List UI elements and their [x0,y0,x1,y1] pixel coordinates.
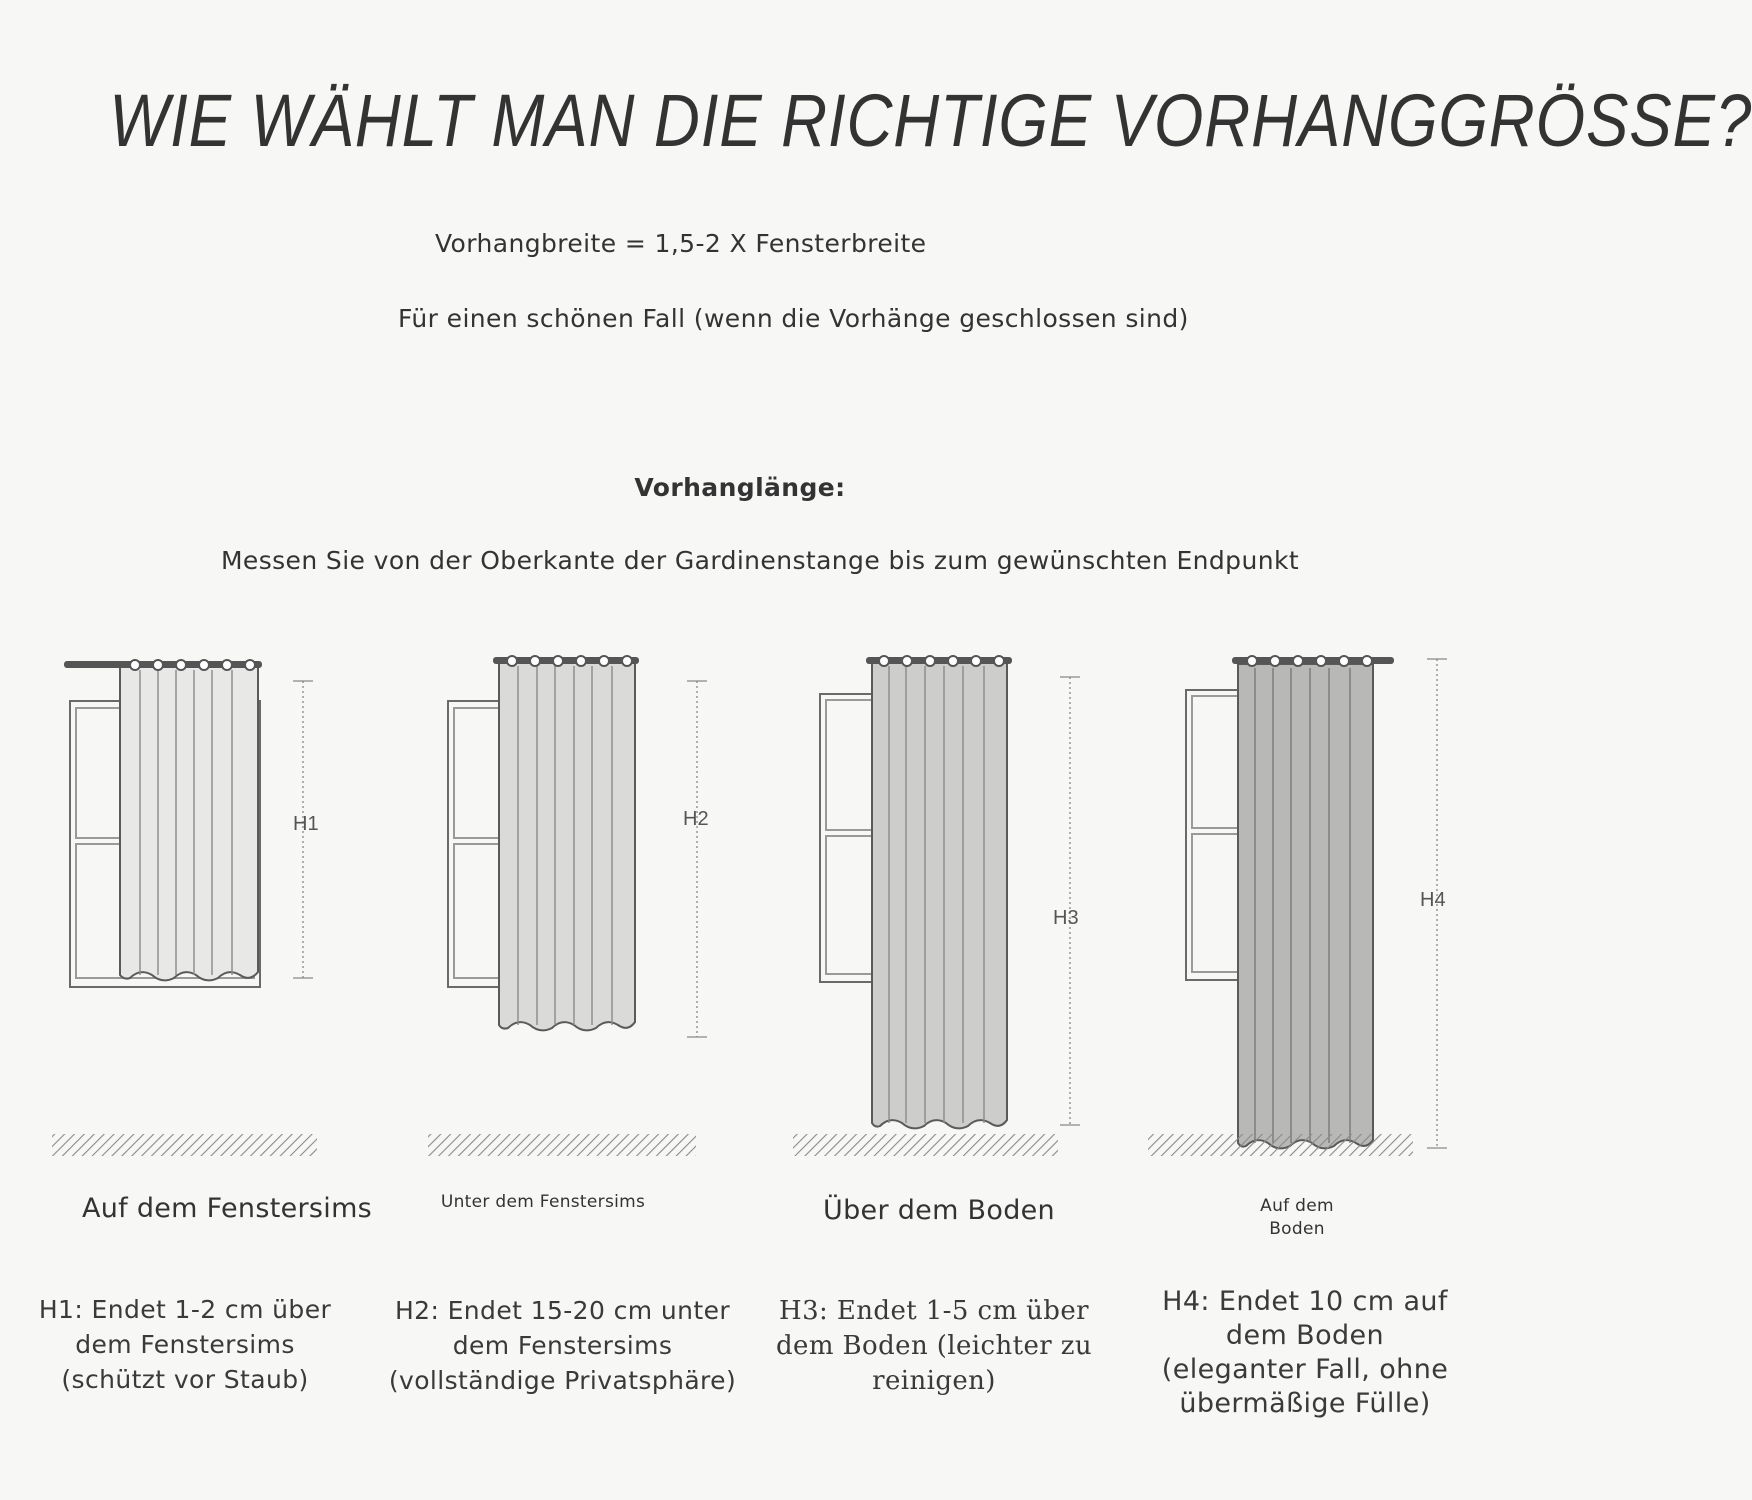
window-frame [1186,690,1241,980]
page-title: WIE WÄHLT MAN DIE RICHTIGE VORHANGGRÖSSE? [109,79,1752,162]
floor [793,1134,1058,1156]
option-caption-h3: Über dem Boden [823,1195,1055,1226]
curtain-width-note: Für einen schönen Fall (wenn die Vorhänge geschlossen sind) [398,304,1189,333]
window-frame [820,694,875,982]
scene-h4 [1148,656,1447,1156]
curtain-length-instruction: Messen Sie von der Oberkante der Gardinenstange bis zum gewünschten Endpunkt [220,546,1300,575]
option-caption-h2: Unter dem Fenstersims [440,1192,646,1212]
measure-label: H1 [293,813,319,835]
scene-h3 [793,656,1080,1156]
floor [52,1134,317,1156]
curtain [1238,664,1373,1148]
option-caption-h1: Auf dem Fenstersims [81,1193,373,1224]
option-description-h1: H1: Endet 1-2 cm über dem Fenstersims (schützt vor Staub) [38,1295,332,1394]
option-description-h2: H2: Endet 15-20 cm unter dem Fenstersims (vollständige Privatsphäre) [388,1296,737,1395]
measure-line [687,681,707,1037]
window-frame [448,701,503,987]
curtain-length-heading: Vorhanglänge: [634,473,846,502]
floor [1148,1134,1413,1156]
scene-h2 [428,656,709,1156]
curtain [499,662,635,1030]
curtain-length-diagram [0,600,1500,1180]
option-description-h4: H4: Endet 10 cm auf dem Boden (eleganter Fall, ohne übermäßige Fülle) [1161,1286,1449,1419]
measure-label: H4 [1420,889,1446,911]
measure-label: H2 [683,808,709,830]
measure-line [1060,677,1080,1125]
curtain-width-formula: Vorhangbreite = 1,5-2 X Fensterbreite [435,229,927,258]
floor [428,1134,696,1156]
measure-label: H3 [1053,907,1079,929]
curtain [872,662,1007,1128]
scene-h1 [52,660,319,1156]
option-description-h3: H3: Endet 1-5 cm über dem Boden (leichter zu reinigen) [776,1296,1092,1396]
option-caption-h4: Auf dem Boden [1260,1196,1334,1239]
